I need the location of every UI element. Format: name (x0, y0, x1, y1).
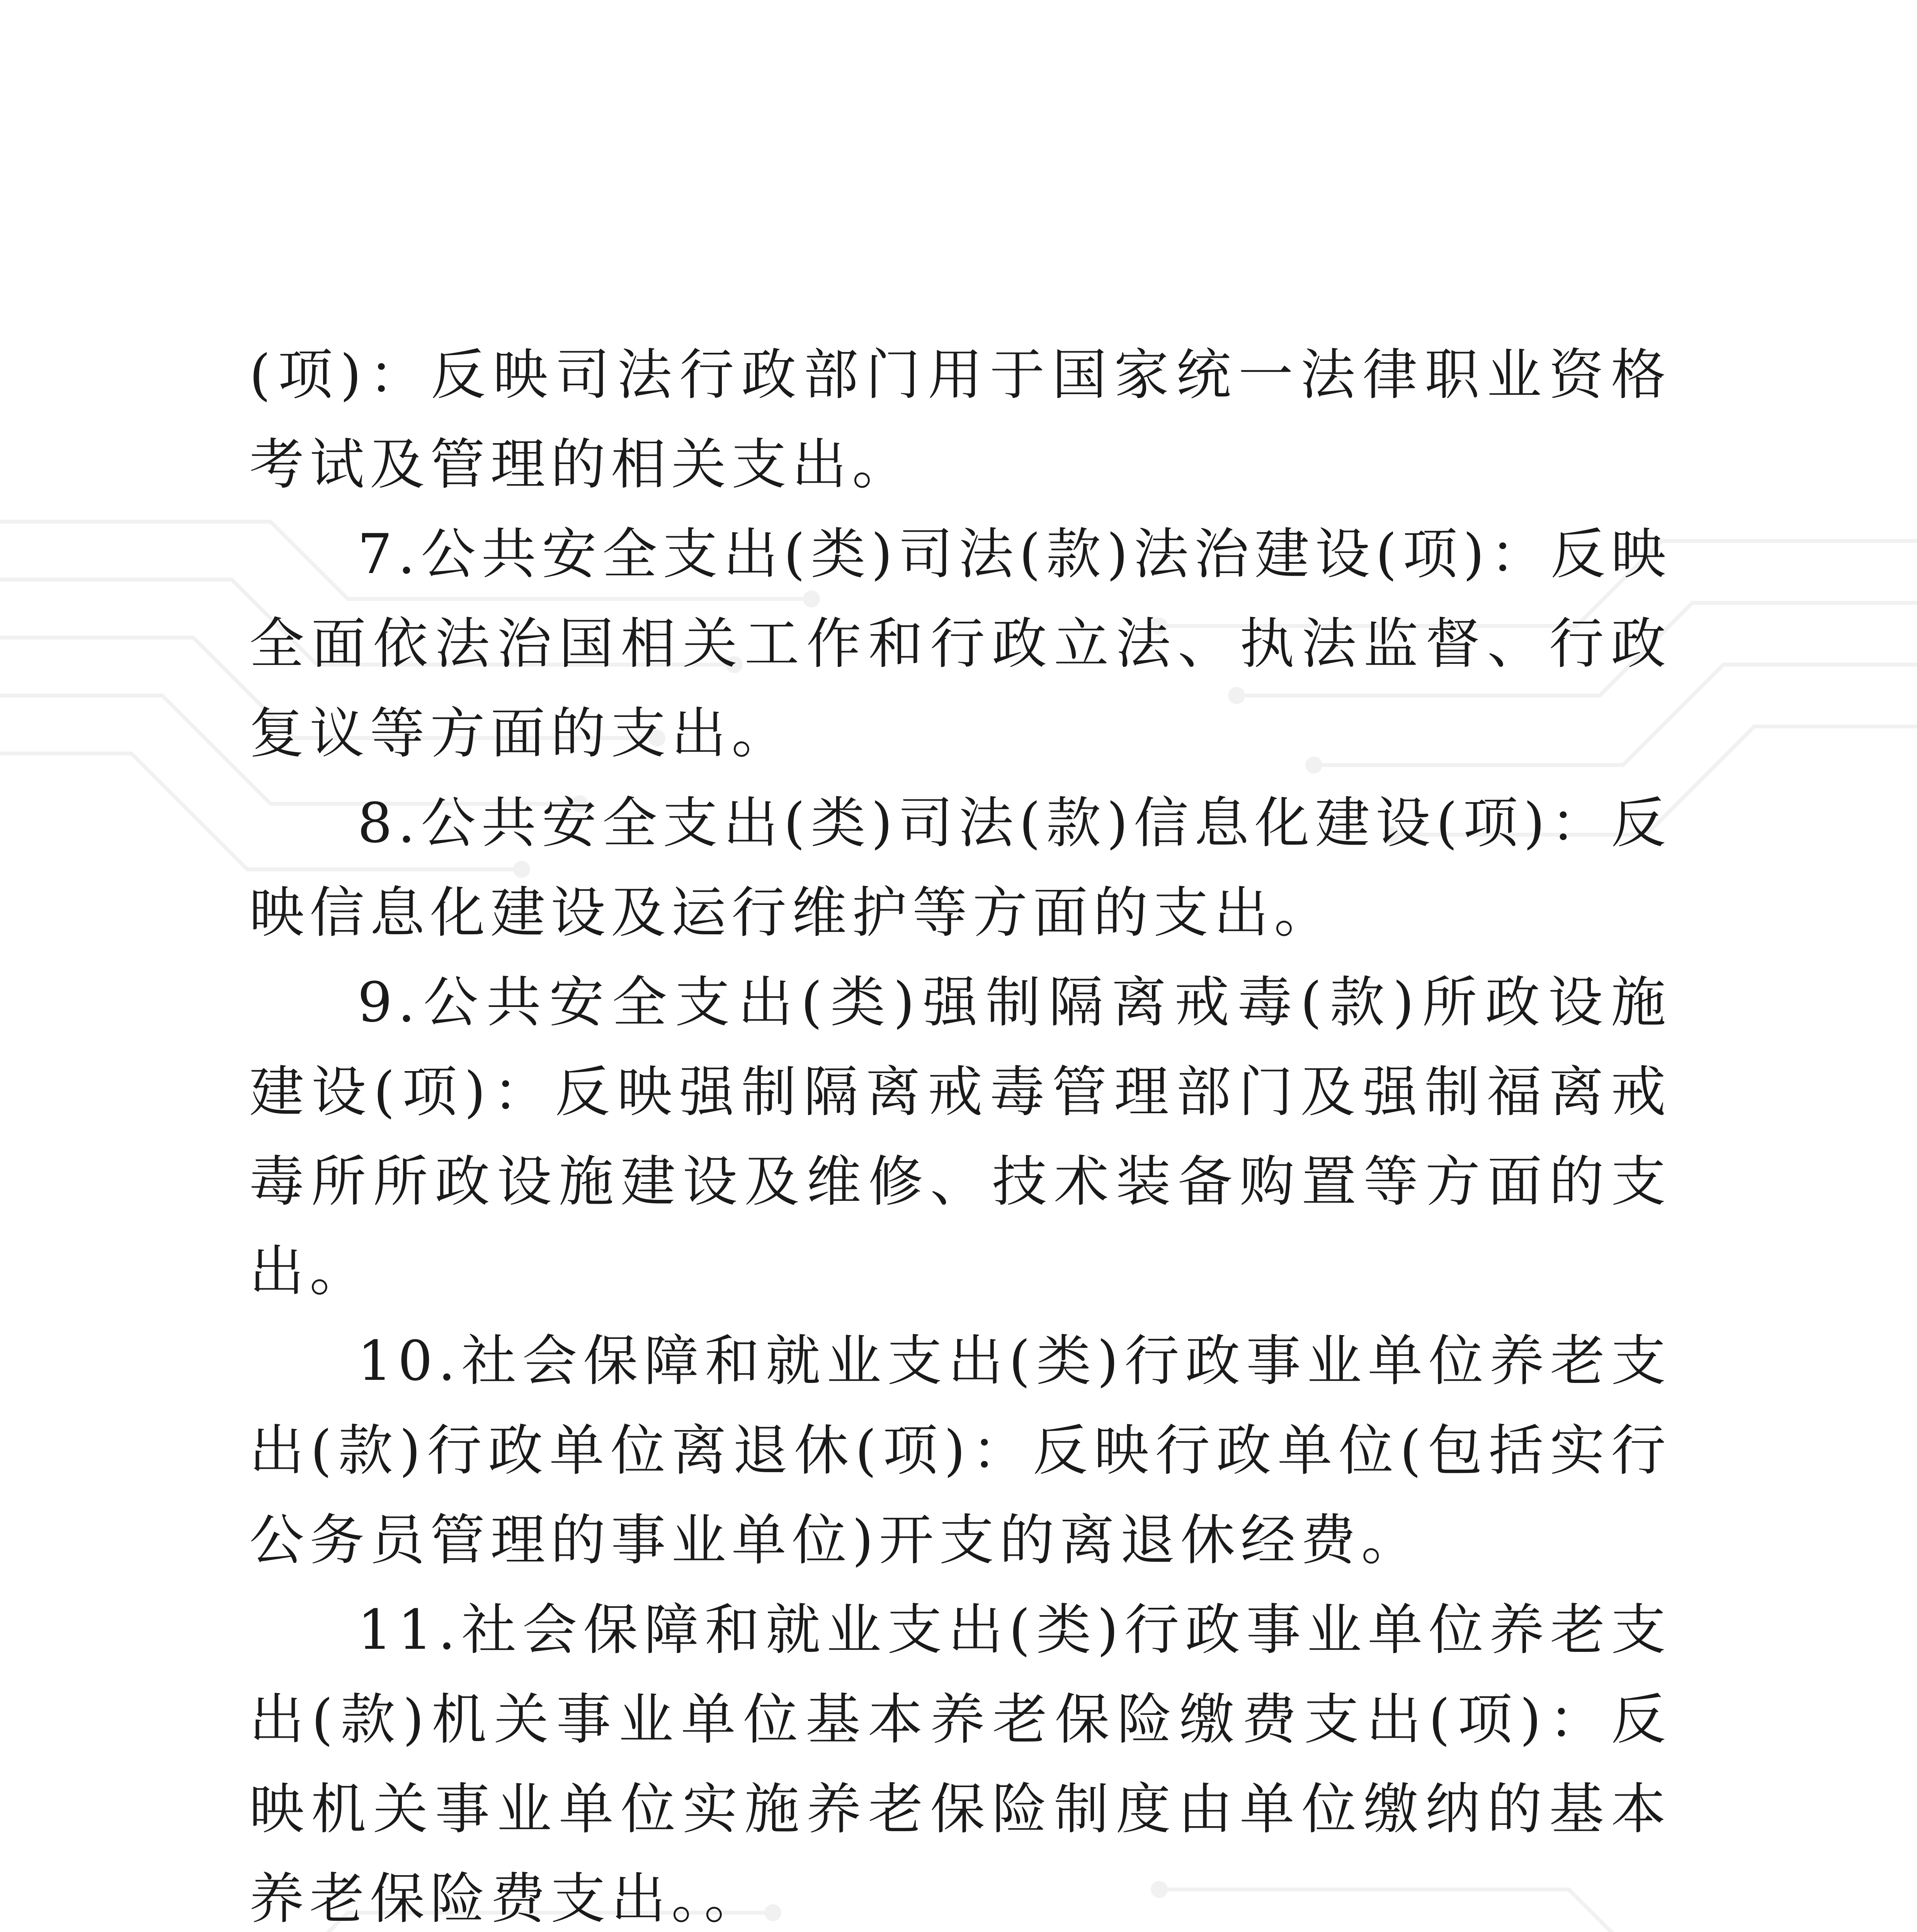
paragraph-item-8: 8.公共安全支出(类)司法(款)信息化建设(项)：反映信息化建设及运行维护等方面的支出。 (249, 791, 1671, 945)
paragraph-item-7: 7.公共安全支出(类)司法(款)法治建设(项)：反映全面依法治国相关工作和行政立法、执法监督、行政复议等方面的支出。 (249, 522, 1671, 765)
paragraph-item-9: 9.公共安全支出(类)强制隔离戒毒(款)所政设施建设(项)：反映强制隔离戒毒管理部门及强制福离戒毒所所政设施建设及维修、技术装备购置等方面的支出。 (249, 971, 1671, 1303)
paragraph-item-11: 11.社会保障和就业支出(类)行政事业单位养老支出(款)机关事业单位基本养老保险缴费支出(项)：反映机关事业单位实施养老保险制度由单位缴纳的基本养老保险费支出。。 (249, 1598, 1671, 1931)
paragraph-continuation: (项)：反映司法行政部门用于国家统一法律职业资格考试及管理的相关支出。 (249, 343, 1671, 497)
paragraph-item-10: 10.社会保障和就业支出(类)行政事业单位养老支出(款)行政单位离退休(项)：反映行政单位(包括实行公务员管理的事业单位)开支的离退休经费。 (249, 1329, 1671, 1572)
document-body (249, 330, 1671, 1932)
